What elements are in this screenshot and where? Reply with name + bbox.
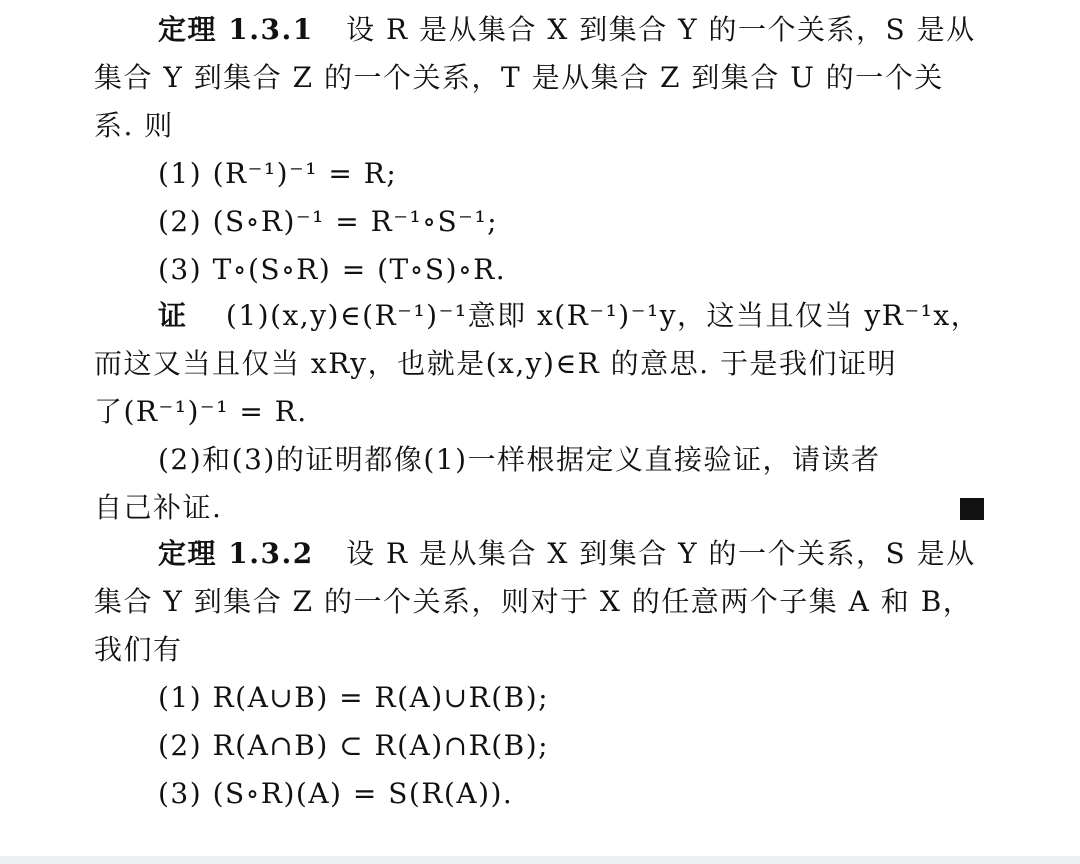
text-line: 而这又当且仅当 xRy，也就是(x,y)∈R 的意思. 于是我们证明 <box>94 347 897 380</box>
text-line: 自己补证. <box>94 491 223 524</box>
line-text: 设 R 是从集合 X 到集合 Y 的一个关系，S 是从 <box>346 13 976 46</box>
proof-label: 证 <box>158 299 188 332</box>
text-line: 我们有 <box>94 633 183 666</box>
theorem-label: 定理 1.3.1 <box>158 13 314 46</box>
line-text: 设 R 是从集合 X 到集合 Y 的一个关系，S 是从 <box>346 537 976 570</box>
text-line: 了(R⁻¹)⁻¹ = R. <box>94 395 308 428</box>
formula-line: (1) (R⁻¹)⁻¹ = R; <box>158 157 398 190</box>
text-line: 系. 则 <box>94 109 174 142</box>
proof-line <box>158 298 980 334</box>
text-line: 集合 Y 到集合 Z 的一个关系，T 是从集合 Z 到集合 U 的一个关 <box>94 61 944 94</box>
formula-line: (1) R(A∪B) = R(A)∪R(B); <box>158 681 550 714</box>
formula-line: (2) R(A∩B) ⊂ R(A)∩R(B); <box>158 729 550 762</box>
text-line: (2)和(3)的证明都像(1)一样根据定义直接验证，请读者 <box>158 443 881 476</box>
theorem-label: 定理 1.3.2 <box>158 537 314 570</box>
qed-square-icon <box>960 498 984 520</box>
formula-line: (3) (S∘R)(A) = S(R(A)). <box>158 777 514 810</box>
viewer-bottom-bar <box>0 856 1080 864</box>
formula-line: (2) (S∘R)⁻¹ = R⁻¹∘S⁻¹; <box>158 205 499 238</box>
text-line: 集合 Y 到集合 Z 的一个关系，则对于 X 的任意两个子集 A 和 B， <box>94 585 973 618</box>
theorem-1-3-1-line <box>158 12 976 48</box>
theorem-1-3-2-line <box>158 536 976 572</box>
formula-line: (3) T∘(S∘R) = (T∘S)∘R. <box>158 253 507 286</box>
line-text: (1)(x,y)∈(R⁻¹)⁻¹意即 x(R⁻¹)⁻¹y，这当且仅当 yR⁻¹x， <box>225 299 981 332</box>
